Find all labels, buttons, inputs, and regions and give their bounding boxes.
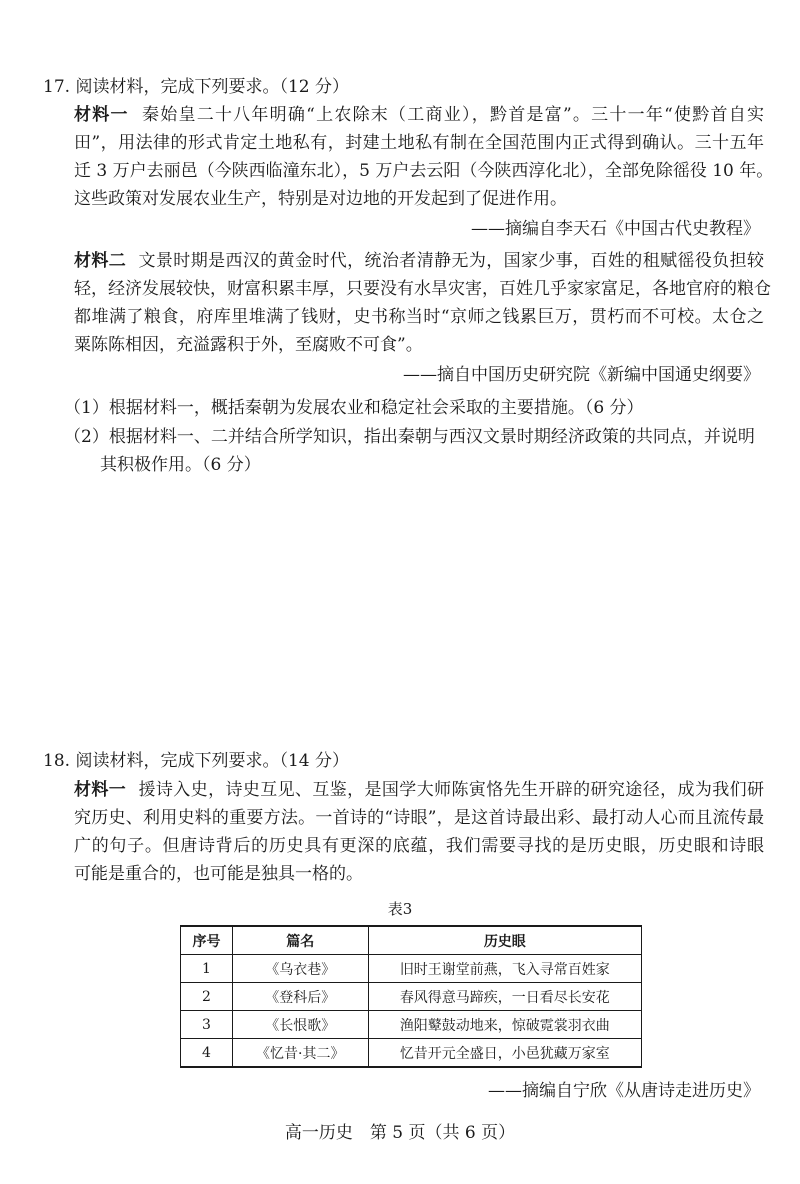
header-index: 序号: [181, 926, 233, 955]
q18-material1-line1: [74, 778, 764, 802]
q17-material1-line3: 迁 3 万户去丽邑（今陕西临潼东北），5 万户去云阳（今陕西淳化北），全部免除徭役 10 年。: [74, 161, 774, 181]
q18-material1-line2: 究历史、利用史料的重要方法。一首诗的“诗眼”，是这首诗最出彩、最打动人心而且流传最: [74, 808, 764, 828]
q17-material1-line1: [74, 103, 764, 127]
q17-subquestion-1: （1）根据材料一，概括秦朝为发展农业和稳定社会采取的主要措施。（6 分）: [64, 398, 644, 418]
row-index: 3: [181, 1011, 233, 1039]
row-history-eye: 春风得意马蹄疾，一日看尽长安花: [368, 983, 641, 1011]
row-title: 《忆昔·其二》: [232, 1039, 368, 1068]
q17-material1-line4: 这些政策对发展农业生产，特别是对边地的开发起到了促进作用。: [74, 189, 567, 209]
table-row: [181, 1039, 642, 1068]
q17-material2-line3: 都堆满了粮食，府库里堆满了钱财，史书称当时“京师之钱累巨万，贯朽而不可校。太仓之: [74, 307, 764, 327]
q18-material1-line4: 可能是重合的，也可能是独具一格的。: [74, 864, 363, 884]
row-index: 2: [181, 983, 233, 1011]
table-header-row: [181, 926, 642, 955]
q17-material2-line1: [74, 249, 764, 273]
table-row: [181, 955, 642, 983]
header-title: 篇名: [232, 926, 368, 955]
row-index: 1: [181, 955, 233, 983]
row-index: 4: [181, 1039, 233, 1068]
q18-material1-text: 援诗入史，诗史互见、互鉴，是国学大师陈寅恪先生开辟的研究途径，成为我们研: [138, 780, 765, 800]
row-title: 《长恨歌》: [232, 1011, 368, 1039]
row-history-eye: 旧时王谢堂前燕，飞入寻常百姓家: [368, 955, 641, 983]
q17-subquestion-2: （2）根据材料一、二并结合所学知识，指出秦朝与西汉文景时期经济政策的共同点，并说明: [64, 427, 755, 447]
q17-material1-label: 材料一: [74, 105, 129, 125]
q17-material1-source: ——摘编自李天石《中国古代史教程》: [471, 219, 760, 239]
q17-material2-text: 文景时期是西汉的黄金时代，统治者清静无为，国家少事，百姓的租赋徭役负担较: [138, 251, 765, 271]
row-title: 《乌衣巷》: [232, 955, 368, 983]
q17-material1-line2: 田”，用法律的形式肯定土地私有，封建土地私有制在全国范围内正式得到确认。三十五年: [74, 133, 764, 153]
q17-header: 17. 阅读材料，完成下列要求。（12 分）: [43, 77, 349, 97]
table-caption: 表3: [387, 900, 413, 918]
table-row: [181, 1011, 642, 1039]
q18-header: 18. 阅读材料，完成下列要求。（14 分）: [43, 751, 349, 771]
table-row: [181, 983, 642, 1011]
q17-material2-line2: 轻，经济发展较快，财富积累丰厚，只要没有水旱灾害，百姓几乎家家富足，各地官府的粮仓: [74, 279, 771, 299]
table-source: ——摘编自宁欣《从唐诗走进历史》: [488, 1081, 760, 1101]
history-eye-table: [180, 925, 642, 1068]
row-history-eye: 渔阳鼙鼓动地来，惊破霓裳羽衣曲: [368, 1011, 641, 1039]
row-history-eye: 忆昔开元全盛日，小邑犹藏万家室: [368, 1039, 641, 1068]
q17-material2-source: ——摘自中国历史研究院《新编中国通史纲要》: [403, 365, 760, 385]
page-footer: 高一历史 第 5 页（共 6 页）: [284, 1123, 516, 1143]
q17-material2-label: 材料二: [74, 251, 127, 271]
q17-material1-text: 秦始皇二十八年明确“上农除末（工商业），黔首是富”。三十一年“使黔首自实: [140, 105, 765, 125]
q18-material1-label: 材料一: [74, 780, 127, 800]
q18-material1-line3: 广的句子。但唐诗背后的历史具有更深的底蕴，我们需要寻找的是历史眼，历史眼和诗眼: [74, 836, 764, 856]
q17-material2-line4: 粟陈陈相因，充溢露积于外，至腐败不可食”。: [74, 335, 423, 355]
q17-subquestion-2-cont: 其积极作用。（6 分）: [100, 455, 261, 475]
header-history-eye: 历史眼: [368, 926, 641, 955]
row-title: 《登科后》: [232, 983, 368, 1011]
